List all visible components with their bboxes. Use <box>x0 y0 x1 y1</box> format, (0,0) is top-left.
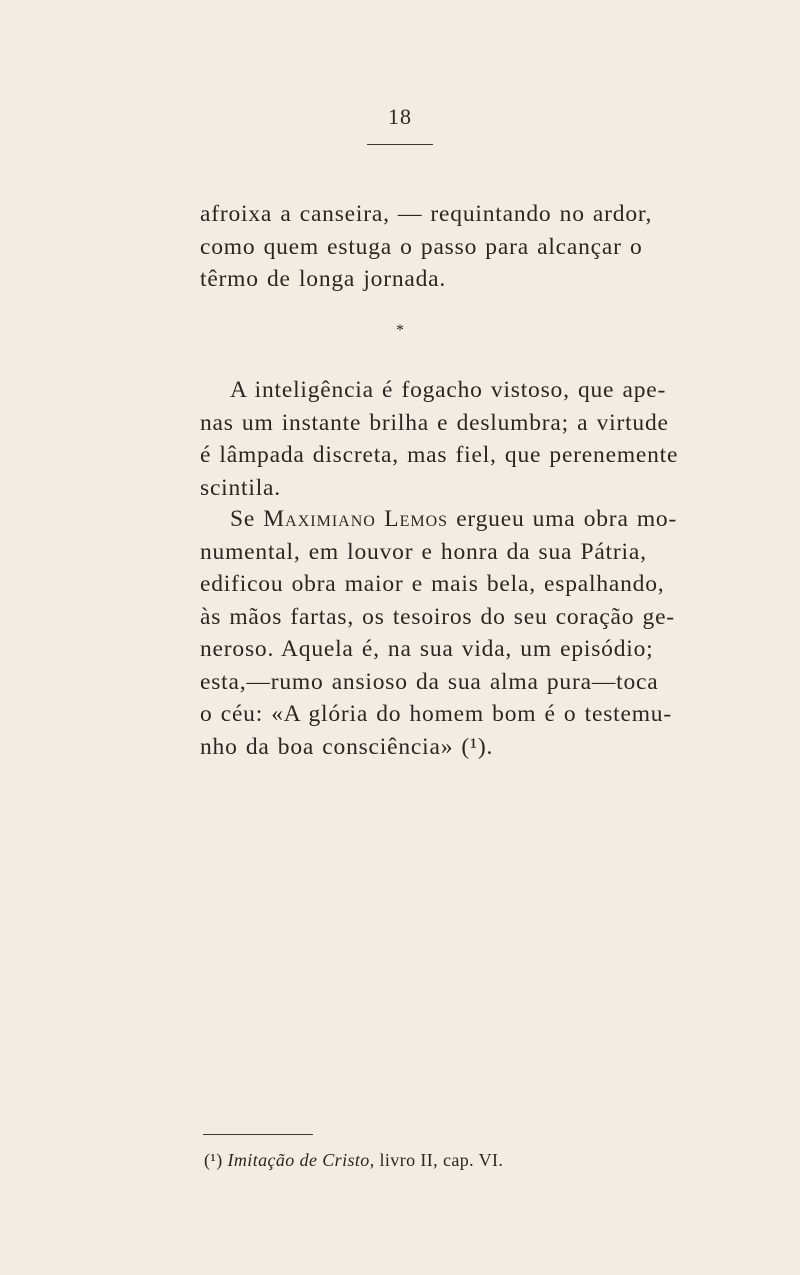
paragraph-intelligence <box>200 374 679 504</box>
text-line: scintila. <box>200 474 281 501</box>
footnote-reference: , livro II, cap. VI. <box>369 1150 504 1170</box>
page-number-rule <box>367 144 433 145</box>
section-asterisk: * <box>396 322 404 339</box>
page-number: 18 <box>388 104 412 129</box>
text-line: esta,—rumo ansioso da sua alma pura—toca <box>200 668 659 695</box>
text-line: às mãos fartas, os tesoiros do seu coração ge- <box>200 603 675 630</box>
text-line: é lâmpada discreta, mas fiel, que perenemente <box>200 442 679 468</box>
text-line: nho da boa consciência» (¹). <box>200 733 494 760</box>
text-line: afroixa a canseira, — requintando no ardor, <box>200 201 653 227</box>
footnote-rule <box>203 1134 313 1135</box>
footnote <box>204 1150 503 1171</box>
author-name: Maximiano Lemos <box>263 506 449 532</box>
paragraph-continued <box>200 198 653 296</box>
text-fragment: ergueu uma obra mo- <box>448 506 678 532</box>
text-line: nas um instante brilha e deslumbra; a virtude <box>200 409 669 436</box>
text-line: o céu: «A glória do homem bom é o testemu- <box>200 701 672 727</box>
footnote-title: Imitação de Cristo <box>227 1150 370 1170</box>
text-fragment: Se <box>230 506 264 532</box>
footnote-marker: (¹) <box>204 1150 223 1170</box>
text-line: edificou obra maior e mais bela, espalhando, <box>200 571 665 597</box>
text-line: como quem estuga o passo para alcançar o <box>200 233 643 260</box>
paragraph-maximiano <box>200 503 678 763</box>
text-line: A inteligência é fogacho vistoso, que ape- <box>230 377 667 403</box>
text-line <box>200 503 678 536</box>
text-line: têrmo de longa jornada. <box>200 266 447 292</box>
text-line: neroso. Aquela é, na sua vida, um episódio; <box>200 636 654 662</box>
text-line: numental, em louvor e honra da sua Pátria, <box>200 538 647 565</box>
